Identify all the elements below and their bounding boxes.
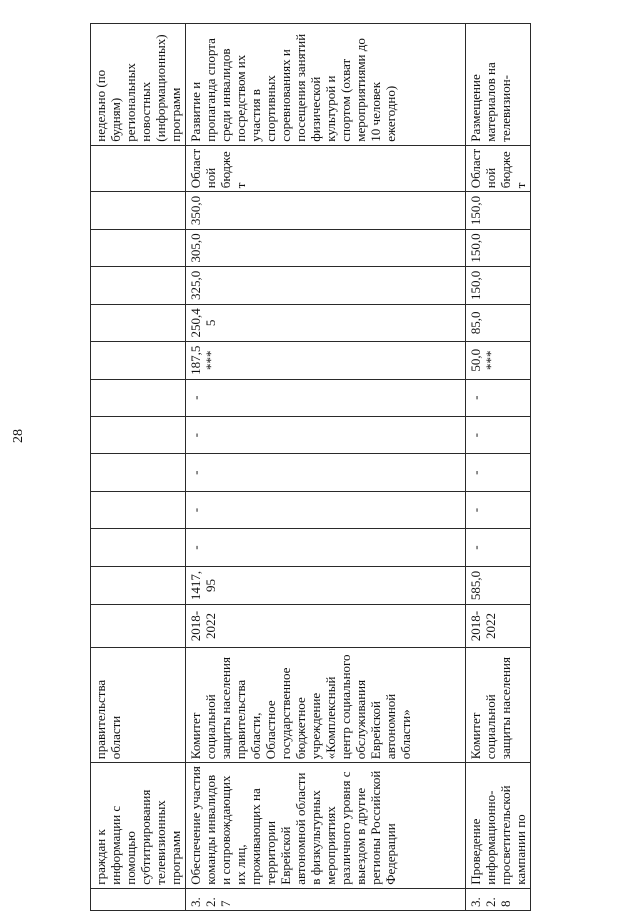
- cell-2022: -: [186, 379, 466, 416]
- measure-name: граждан к информации с помощью субтитрирования телевизионных программ: [91, 763, 186, 889]
- fund-cell-2: 85,0: [466, 304, 531, 341]
- fund-cell-5: [91, 192, 186, 229]
- cell-2021: -: [186, 416, 466, 453]
- fund-cell-3: 150,0: [466, 267, 531, 304]
- measure-name: Обеспечение участия команды инвалидов и сопровождающих их лиц, проживающих на территории Еврейской автономной области в физкультурных мероприятиях различного уровня с выездом в другие регионы Российской Федерации: [186, 763, 466, 889]
- row-number: [91, 888, 186, 910]
- fund-cell-4: 150,0: [466, 229, 531, 266]
- cell-2019: [91, 491, 186, 528]
- fund-cell-5: 150,0: [466, 192, 531, 229]
- fund-cell-5: 350,0: [186, 192, 466, 229]
- budget-table: [90, 23, 531, 911]
- fund-cell-3: 325,0: [186, 267, 466, 304]
- expected-result: Развитие и пропаганда спорта среди инвалидов посредством их участия в спортивных соревнованиях и посещения занятий физической культурой и спортом (охват мероприятиями до 10 человек ежегодно): [186, 24, 466, 146]
- table-row: [186, 24, 466, 911]
- period: 2018-2022: [186, 605, 466, 648]
- total: [91, 566, 186, 604]
- cell-2020: -: [186, 454, 466, 491]
- cell-2018: -: [186, 529, 466, 566]
- row-number: 3.2.7: [186, 888, 466, 910]
- measure-name: Проведение информационно-просветительской кампании по: [466, 763, 531, 889]
- table-row: [466, 24, 531, 911]
- total: 1417,95: [186, 566, 466, 604]
- page-number: 28: [11, 429, 26, 443]
- period: [91, 605, 186, 648]
- fund-cell-2: 250,45: [186, 304, 466, 341]
- cell-2021: -: [466, 416, 531, 453]
- row-number: 3.2.8: [466, 888, 531, 910]
- cell-2022: -: [466, 379, 531, 416]
- expected-result: Размещение материалов на телевизион-: [466, 24, 531, 146]
- table-row: [91, 24, 186, 911]
- cell-2019: -: [466, 491, 531, 528]
- funding-source: [91, 145, 186, 192]
- cell-2018: -: [466, 529, 531, 566]
- cell-2019: -: [186, 491, 466, 528]
- period: 2018-2022: [466, 605, 531, 648]
- cell-2022: [91, 379, 186, 416]
- rotated-table-scan: [90, 6, 531, 911]
- executor: правительства области: [91, 647, 186, 762]
- cell-2020: -: [466, 454, 531, 491]
- fund-cell-1: 50,0 ***: [466, 342, 531, 379]
- fund-cell-3: [91, 267, 186, 304]
- fund-cell-1: 187,5 ***: [186, 342, 466, 379]
- executor: Комитет социальной защиты населения правительства области, Областное государственное бюджетное учреждение «Комплексный центр социального обслуживания Еврейской автономной области»: [186, 647, 466, 762]
- fund-cell-4: [91, 229, 186, 266]
- expected-result: недельно (по будням) региональных новостных (информационных) программ: [91, 24, 186, 146]
- fund-cell-2: [91, 304, 186, 341]
- fund-cell-4: 305,0: [186, 229, 466, 266]
- cell-2018: [91, 529, 186, 566]
- cell-2021: [91, 416, 186, 453]
- funding-source: Областной бюджет: [186, 145, 466, 192]
- total: 585,0: [466, 566, 531, 604]
- funding-source: Областной бюджет: [466, 145, 531, 192]
- executor: Комитет социальной защиты населения: [466, 647, 531, 762]
- fund-cell-1: [91, 342, 186, 379]
- cell-2020: [91, 454, 186, 491]
